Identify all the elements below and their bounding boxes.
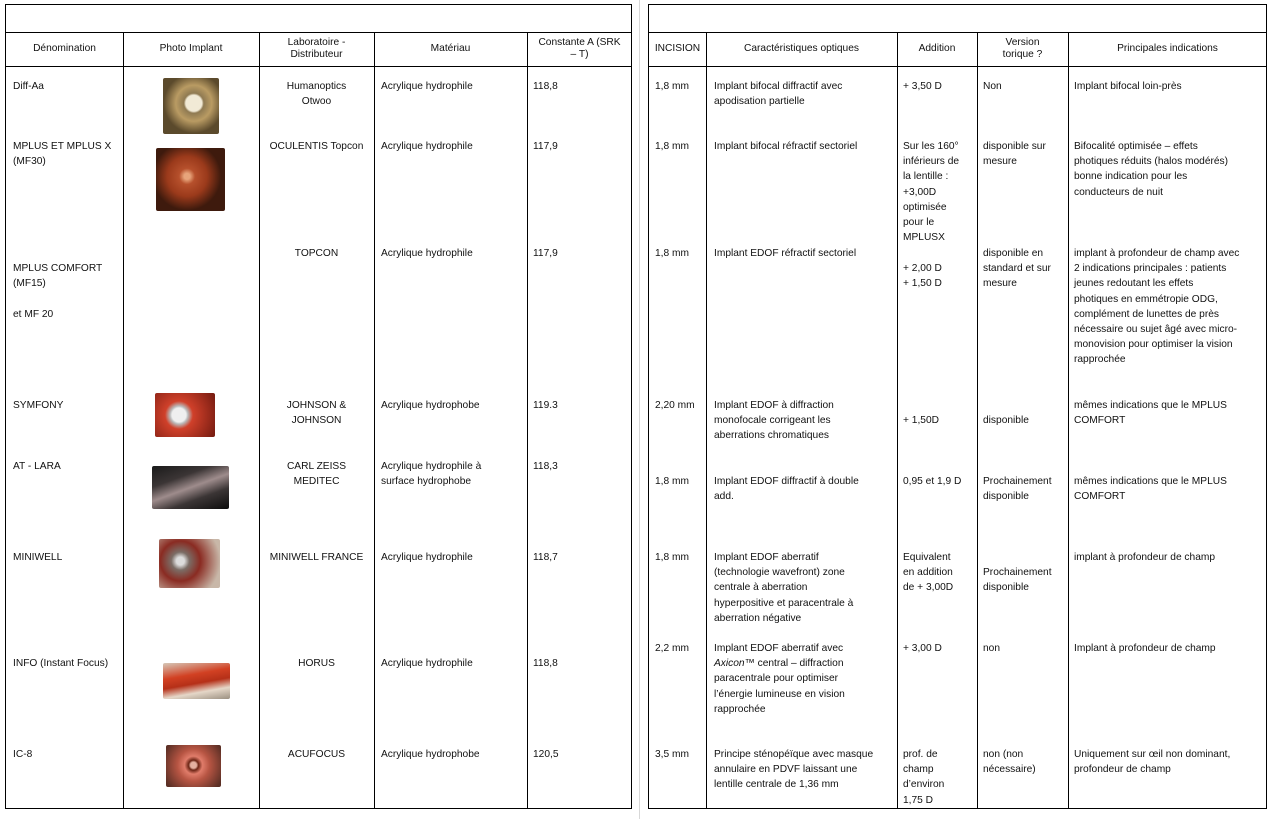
cell-materiau: Acrylique hydrophile	[381, 81, 473, 92]
cell-addition: 0,95 et 1,9 D	[903, 476, 962, 488]
cell-incision: 2,20 mm	[655, 400, 695, 411]
caracteristiques-text-end: central – diffraction paracentrale pour optimiser l’énergie lumineuse en vision rapprochée	[714, 658, 845, 715]
right-table	[648, 4, 1267, 809]
cell-denomination: AT - LARA	[13, 461, 61, 472]
col-divider	[123, 32, 124, 808]
axicon-term: Axicon™	[714, 658, 755, 670]
left-table-header-row	[6, 32, 631, 67]
cell-materiau: Acrylique hydrophile à surface hydrophobe	[381, 461, 482, 488]
cell-caracteristiques: Implant bifocal réfractif sectoriel	[714, 141, 858, 152]
header-incision: INCISION	[654, 43, 701, 54]
cell-addition: + 3,00 D	[903, 643, 942, 654]
cell-constante: 117,9	[533, 248, 558, 259]
cell-caracteristiques: Implant EDOF réfractif sectoriel	[714, 248, 857, 259]
cell-laboratoire: TOPCON	[294, 248, 339, 259]
cell-indications: mêmes indications que le MPLUS COMFORT	[1074, 400, 1227, 427]
cell-materiau: Acrylique hydrophile	[381, 552, 473, 563]
cell-denomination: IC-8	[13, 749, 33, 760]
implant-photo-miniwell-icon	[159, 539, 220, 588]
cell-torique: disponible sur mesure	[983, 141, 1046, 168]
cell-laboratoire: CARL ZEISS MEDITEC	[286, 461, 347, 488]
cell-addition: + 2,00 D + 1,50 D	[903, 263, 942, 290]
cell-materiau: Acrylique hydrophobe	[381, 749, 480, 760]
cell-laboratoire: HORUS	[298, 658, 335, 669]
implant-photo-info-icon	[163, 663, 230, 699]
col-divider	[374, 32, 375, 808]
cell-constante: 118,8	[533, 658, 558, 669]
cell-incision: 1,8 mm	[655, 81, 689, 92]
cell-indications: mêmes indications que le MPLUS COMFORT	[1074, 476, 1227, 503]
cell-torique: disponible en standard et sur mesure	[983, 248, 1051, 290]
header-constante: Constante A (SRK – T)	[538, 37, 621, 60]
cell-incision: 3,5 mm	[655, 749, 689, 760]
implant-photo-ic8-icon	[166, 745, 221, 787]
implant-photo-mplus-icon	[156, 148, 225, 211]
cell-laboratoire: JOHNSON & JOHNSON	[286, 400, 347, 427]
cell-constante: 119.3	[533, 400, 558, 411]
right-table-blank-row	[649, 5, 1266, 33]
header-denomination: Dénomination	[33, 43, 96, 54]
header-addition: Addition	[918, 43, 956, 54]
cell-incision: 1,8 mm	[655, 476, 689, 488]
header-indications: Principales indications	[1117, 43, 1218, 54]
col-divider	[897, 32, 898, 808]
cell-denomination: SYMFONY	[13, 400, 64, 411]
left-table	[5, 4, 632, 809]
col-divider	[1068, 32, 1069, 808]
col-divider	[706, 32, 707, 808]
cell-materiau: Acrylique hydrophile	[381, 141, 473, 152]
cell-denomination: MPLUS COMFORT (MF15) et MF 20	[13, 263, 103, 320]
implant-photo-diff-aa-icon	[163, 78, 219, 134]
cell-indications: Implant bifocal loin-près	[1074, 81, 1182, 92]
cell-caracteristiques: Implant EDOF à diffraction monofocale corrigeant les aberrations chromatiques	[714, 400, 834, 442]
cell-laboratoire: OCULENTIS Topcon	[269, 141, 364, 152]
cell-incision: 2,2 mm	[655, 643, 689, 654]
right-table-header-row	[649, 32, 1266, 67]
cell-caracteristiques: Implant bifocal diffractif avec apodisation partielle	[714, 81, 843, 108]
cell-torique: Prochainement disponible	[983, 476, 1052, 503]
cell-addition: Sur les 160° inférieurs de la lentille : +3,00D optimisée pour le MPLUSX	[903, 141, 960, 244]
cell-indications: Implant à profondeur de champ	[1074, 643, 1216, 654]
cell-materiau: Acrylique hydrophile	[381, 658, 473, 669]
cell-laboratoire: MINIWELL FRANCE	[269, 552, 364, 563]
cell-materiau: Acrylique hydrophile	[381, 248, 473, 259]
cell-denomination: MINIWELL	[13, 552, 63, 563]
cell-torique: non (non nécessaire)	[983, 749, 1036, 776]
cell-incision: 1,8 mm	[655, 552, 689, 563]
caracteristiques-text-start: Implant EDOF aberratif avec	[714, 643, 844, 654]
cell-torique: non	[983, 643, 1000, 654]
cell-caracteristiques: Implant EDOF aberratif (technologie wavefront) zone centrale à aberration hyperpositive et paracentrale à aberration négative	[714, 552, 854, 624]
cell-constante: 118,8	[533, 81, 558, 92]
cell-addition: prof. de champ d’environ 1,75 D	[903, 749, 945, 806]
col-divider	[977, 32, 978, 808]
header-materiau: Matériau	[430, 43, 471, 54]
cell-constante: 118,7	[533, 552, 558, 563]
header-laboratoire: Laboratoire - Distributeur	[287, 37, 346, 60]
cell-caracteristiques: Implant EDOF diffractif à double add.	[714, 476, 859, 503]
cell-torique: disponible	[983, 415, 1029, 427]
cell-caracteristiques	[710, 641, 849, 717]
cell-incision: 1,8 mm	[655, 248, 689, 259]
cell-denomination: INFO (Instant Focus)	[13, 658, 109, 669]
cell-denomination: MPLUS ET MPLUS X (MF30)	[13, 141, 112, 168]
cell-addition: Equivalent en addition de + 3,00D	[903, 552, 954, 594]
col-divider	[527, 32, 528, 808]
cell-addition: + 3,50 D	[903, 81, 942, 92]
cell-constante: 117,9	[533, 141, 558, 152]
header-caracteristiques: Caractéristiques optiques	[744, 43, 859, 54]
header-photo-implant: Photo Implant	[159, 43, 223, 54]
cell-torique: Prochainement disponible	[983, 567, 1052, 594]
cell-caracteristiques: Principe sténopéïque avec masque annulaire en PDVF laissant une lentille centrale de 1,36 mm	[714, 749, 874, 791]
left-table-blank-row	[6, 5, 631, 33]
implant-photo-symfony-icon	[155, 393, 215, 437]
cell-indications: Bifocalité optimisée – effets photiques réduits (halos modérés) bonne indication pour les conducteurs de nuit	[1074, 141, 1229, 198]
cell-laboratoire: ACUFOCUS	[287, 749, 346, 760]
cell-denomination: Diff-Aa	[13, 81, 44, 92]
cell-incision: 1,8 mm	[655, 141, 689, 152]
header-torique: Version torique ?	[1002, 37, 1043, 60]
cell-indications: implant à profondeur de champ avec 2 indications principales : patients jeunes redoutant les effets photiques en emmétropie ODG, complément de lunettes de près nécessaire ou sujet âgé avec micro- monovision pour optimiser la vision rapprochée	[1074, 248, 1240, 366]
page-divider	[639, 0, 640, 819]
cell-indications: implant à profondeur de champ	[1074, 552, 1216, 563]
cell-addition: + 1,50D	[903, 415, 939, 427]
cell-laboratoire: Humanoptics Otwoo	[286, 81, 347, 108]
cell-constante: 118,3	[533, 461, 558, 472]
implant-photo-at-lara-icon	[152, 466, 229, 509]
cell-materiau: Acrylique hydrophobe	[381, 400, 480, 411]
cell-torique: Non	[983, 81, 1002, 92]
cell-constante: 120,5	[533, 749, 559, 760]
cell-indications: Uniquement sur œil non dominant, profondeur de champ	[1074, 749, 1231, 776]
